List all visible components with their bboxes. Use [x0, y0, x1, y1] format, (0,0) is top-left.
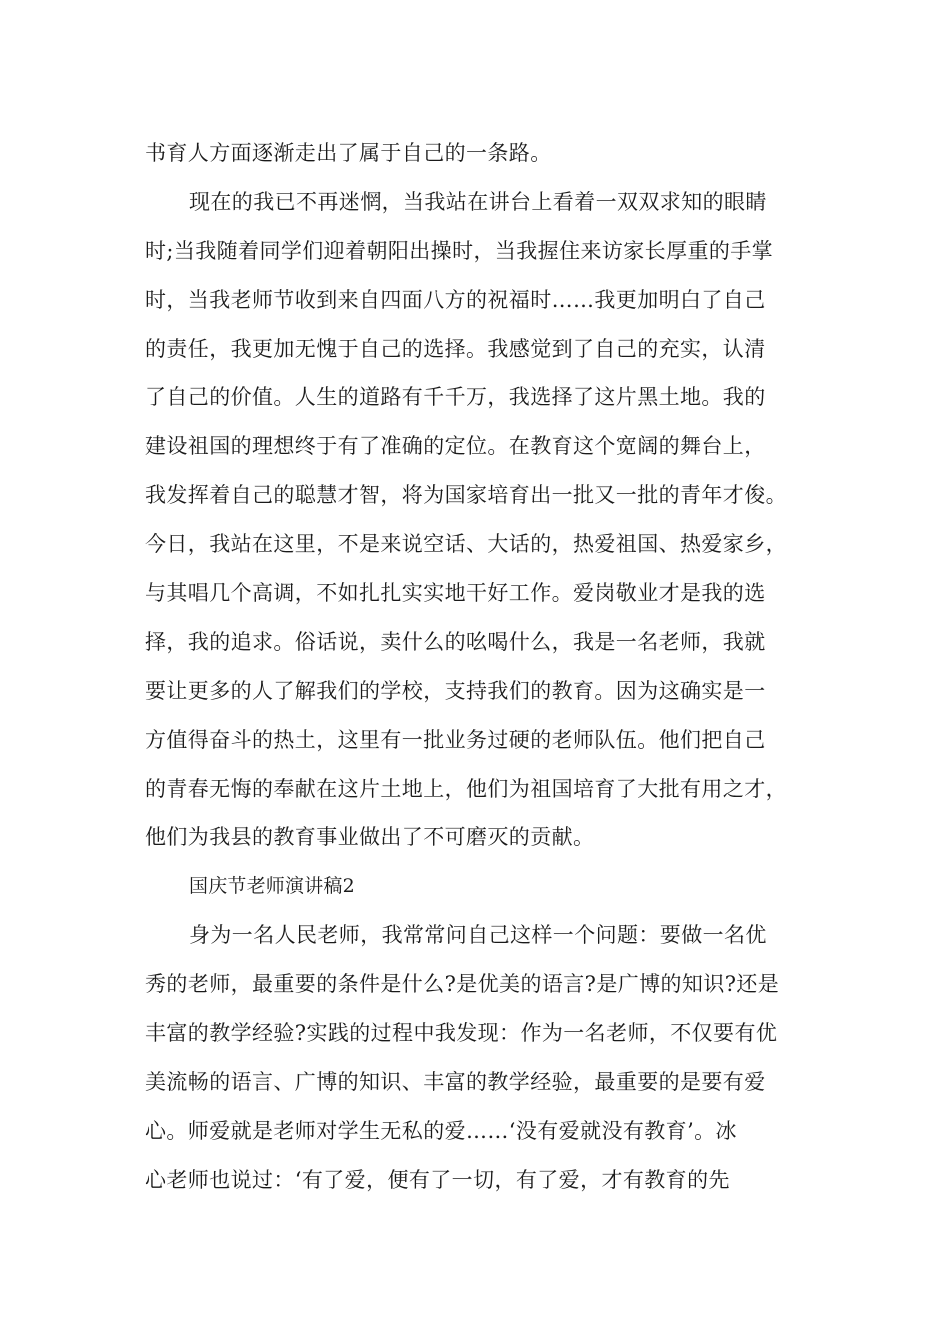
text-line: 要让更多的人了解我们的学校，支持我们的教育。因为这确实是一: [145, 678, 766, 703]
text-line: 建设祖国的理想终于有了准确的定位。在教育这个宽阔的舞台上，: [145, 434, 766, 459]
text-line: 的青春无悔的奉献在这片土地上，他们为祖国培育了大批有用之才，: [145, 776, 787, 801]
text-line: 与其唱几个高调，不如扎扎实实地干好工作。爱岗敬业才是我的选: [145, 581, 766, 606]
text-line: 时;当我随着同学们迎着朝阳出操时，当我握住来访家长厚重的手掌: [145, 238, 774, 263]
text-line: 书育人方面逐渐走出了属于自己的一条路。: [145, 141, 552, 165]
text-line: 美流畅的语言、广博的知识、丰富的教学经验，最重要的是要有爱: [145, 1069, 766, 1094]
text-line: 丰富的教学经验?实践的过程中我发现：作为一名老师，不仅要有优: [145, 1021, 778, 1046]
text-line: 方值得奋斗的热土，这里有一批业务过硬的老师队伍。他们把自己: [145, 727, 766, 752]
paragraph-start-line: 身为一名人民老师，我常常问自己这样一个问题：要做一名优: [189, 923, 767, 948]
text-line: 今日，我站在这里，不是来说空话、大话的，热爱祖国、热爱家乡，: [145, 532, 787, 557]
text-line: 择，我的追求。俗话说，卖什么的吆喝什么，我是一名老师，我就: [145, 629, 766, 654]
text-line: 他们为我县的教育事业做出了不可磨灭的贡献。: [145, 825, 595, 850]
paragraph-start-line: 现在的我已不再迷惘，当我站在讲台上看着一双双求知的眼睛: [189, 189, 767, 214]
text-line: 的责任，我更加无愧于自己的选择。我感觉到了自己的充实，认清: [145, 336, 766, 361]
text-line: 心。师爱就是老师对学生无私的爱……‘没有爱就没有教育’。冰: [145, 1118, 737, 1143]
document-body: [145, 129, 815, 1205]
text-line: 秀的老师，最重要的条件是什么?是优美的语言?是广博的知识?还是: [145, 972, 780, 997]
text-line: 心老师也说过：‘有了爱，便有了一切，有了爱，才有教育的先: [145, 1167, 730, 1192]
text-line: 时，当我老师节收到来自四面八方的祝福时……我更加明白了自己: [145, 287, 766, 312]
text-line: 了自己的价值。人生的道路有千千万，我选择了这片黑土地。我的: [145, 385, 766, 410]
section-heading: 国庆节老师演讲稿2: [189, 875, 355, 898]
text-line: 我发挥着自己的聪慧才智，将为国家培育出一批又一批的青年才俊。: [145, 483, 787, 508]
